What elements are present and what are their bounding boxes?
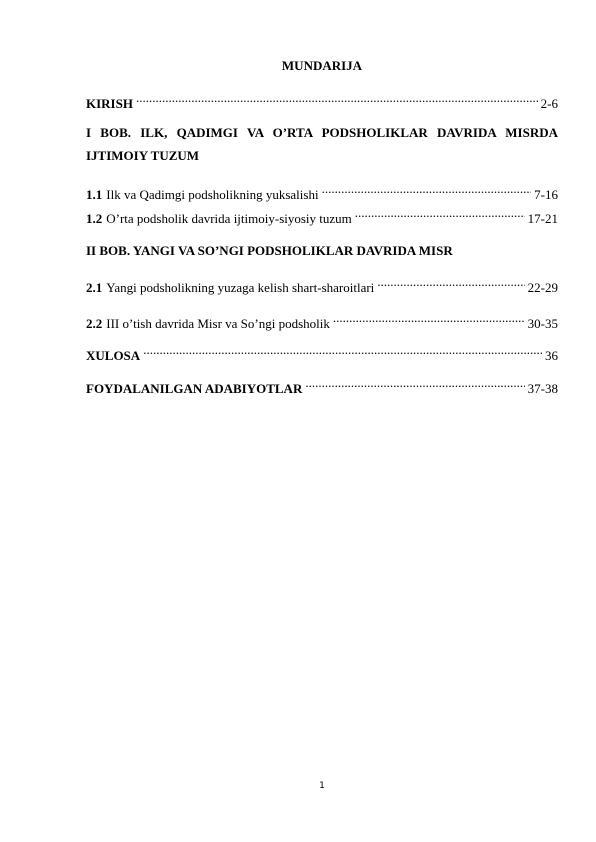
dot-leader <box>143 344 542 360</box>
toc-entry-conclusion[interactable] <box>86 344 558 364</box>
toc-entry-label: Ilk va Qadimgi podsholikning yuksalishi <box>106 187 319 202</box>
toc-section-number: 2.2 <box>86 316 103 331</box>
toc-entry-label: III o’tish davrida Misr va So’ngi podsholik <box>106 316 330 331</box>
toc-section-number: 2.1 <box>86 280 103 295</box>
toc-entry-label: XULOSA <box>86 348 141 363</box>
toc-page-ref: 37-38 <box>527 381 558 396</box>
toc-entry-label: O’rta podsholik davrida ijtimoiy-siyosiy tuzum <box>106 211 352 226</box>
toc-entry-label: KIRISH <box>86 96 133 111</box>
dot-leader <box>322 183 532 199</box>
page-number: 1 <box>319 781 325 791</box>
dot-leader <box>136 92 538 108</box>
toc-section-number: 1.1 <box>86 187 103 202</box>
toc-entry-label: Yangi podsholikning yuzaga kelish shart-sharoitlari <box>106 280 375 295</box>
toc-page-ref: 7-16 <box>534 187 558 202</box>
toc-page-ref: 17-21 <box>527 211 558 226</box>
toc-entry-section-1-2[interactable] <box>86 207 558 227</box>
toc-chapter-1[interactable]: I BOB. ILK, QADIMGI VA O’RTA PODSHOLIKLAR DAVRIDA MISRDA IJTIMOIY TUZUM <box>86 125 558 163</box>
toc-entry-section-2-2[interactable] <box>86 312 558 332</box>
dot-leader <box>355 207 525 223</box>
document-title: MUNDARIJA <box>281 58 363 73</box>
toc-chapter-2[interactable]: II BOB. YANGI VA SO’NGI PODSHOLIKLAR DAVRIDA MISR <box>86 243 453 258</box>
toc-entry-intro[interactable] <box>86 92 558 112</box>
dot-leader <box>305 377 524 393</box>
toc-page-ref: 2-6 <box>540 96 558 111</box>
dot-leader <box>333 312 525 328</box>
toc-entry-section-2-1[interactable] <box>86 276 558 296</box>
toc-page-ref: 30-35 <box>527 316 558 331</box>
toc-entry-section-1-1[interactable] <box>86 183 558 203</box>
toc-section-number: 1.2 <box>86 211 103 226</box>
toc-entry-references[interactable] <box>86 377 558 397</box>
toc-entry-label: FOYDALANILGAN ADABIYOTLAR <box>86 381 303 396</box>
dot-leader <box>377 276 524 292</box>
toc-page-ref: 36 <box>545 348 558 363</box>
toc-page-ref: 22-29 <box>527 280 558 295</box>
